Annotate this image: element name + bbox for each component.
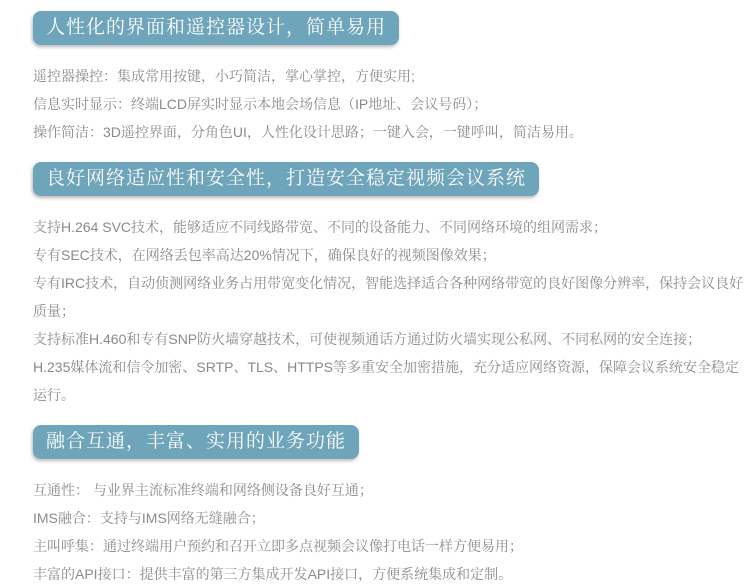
feature-line: H.235媒体流和信令加密、SRTP、TLS、HTTPS等多重安全加密措施，充分适应网络资源，保障会议系统安全稳定运行。: [33, 359, 740, 403]
feature-line: 遥控器操控：集成常用按键，小巧简洁，掌心掌控，方便实用;: [33, 68, 415, 84]
feature-line: 专有SEC技术，在网络丢包率高达20%情况下，确保良好的视频图像效果；: [33, 247, 496, 263]
section-network-security: [33, 162, 750, 409]
feature-line: 互通性： 与业界主流标准终端和网络侧设备良好互通；: [33, 482, 373, 498]
feature-line: 操作简洁：3D遥控界面，分角色UI，人性化设计思路；一键入会，一键呼叫，简洁易用。: [33, 124, 583, 140]
section-body: [33, 213, 750, 409]
feature-line: IMS融合：支持与IMS网络无缝融合；: [33, 510, 265, 526]
section-body: [33, 62, 750, 146]
section-body: [33, 476, 750, 588]
feature-line: 主叫呼集：通过终端用户预约和召开立即多点视频会议像打电话一样方便易用；: [33, 538, 523, 554]
section-title-badge: 人性化的界面和遥控器设计，简单易用: [33, 11, 399, 45]
section-business-features: [33, 425, 750, 588]
feature-line: 专有IRC技术，自动侦测网络业务占用带宽变化情况，智能选择适合各种网络带宽的良好图像分辨率，保持会议良好质量；: [33, 275, 744, 319]
section-ui-remote: [33, 11, 750, 146]
section-title-badge: 融合互通，丰富、实用的业务功能: [33, 425, 359, 459]
feature-line: 丰富的API接口：提供丰富的第三方集成开发API接口，方便系统集成和定制。: [33, 566, 513, 582]
section-title-badge: 良好网络适应性和安全性，打造安全稳定视频会议系统: [33, 162, 539, 196]
feature-line: 支持标准H.460和专有SNP防火墙穿越技术，可使视频通话方通过防火墙实现公私网、不同私网的安全连接；: [33, 331, 702, 347]
feature-line: 信息实时显示：终端LCD屏实时显示本地会场信息（IP地址、会议号码）；: [33, 96, 488, 112]
feature-line: 支持H.264 SVC技术，能够适应不同线路带宽、不同的设备能力、不同网络环境的组网需求；: [33, 219, 608, 235]
